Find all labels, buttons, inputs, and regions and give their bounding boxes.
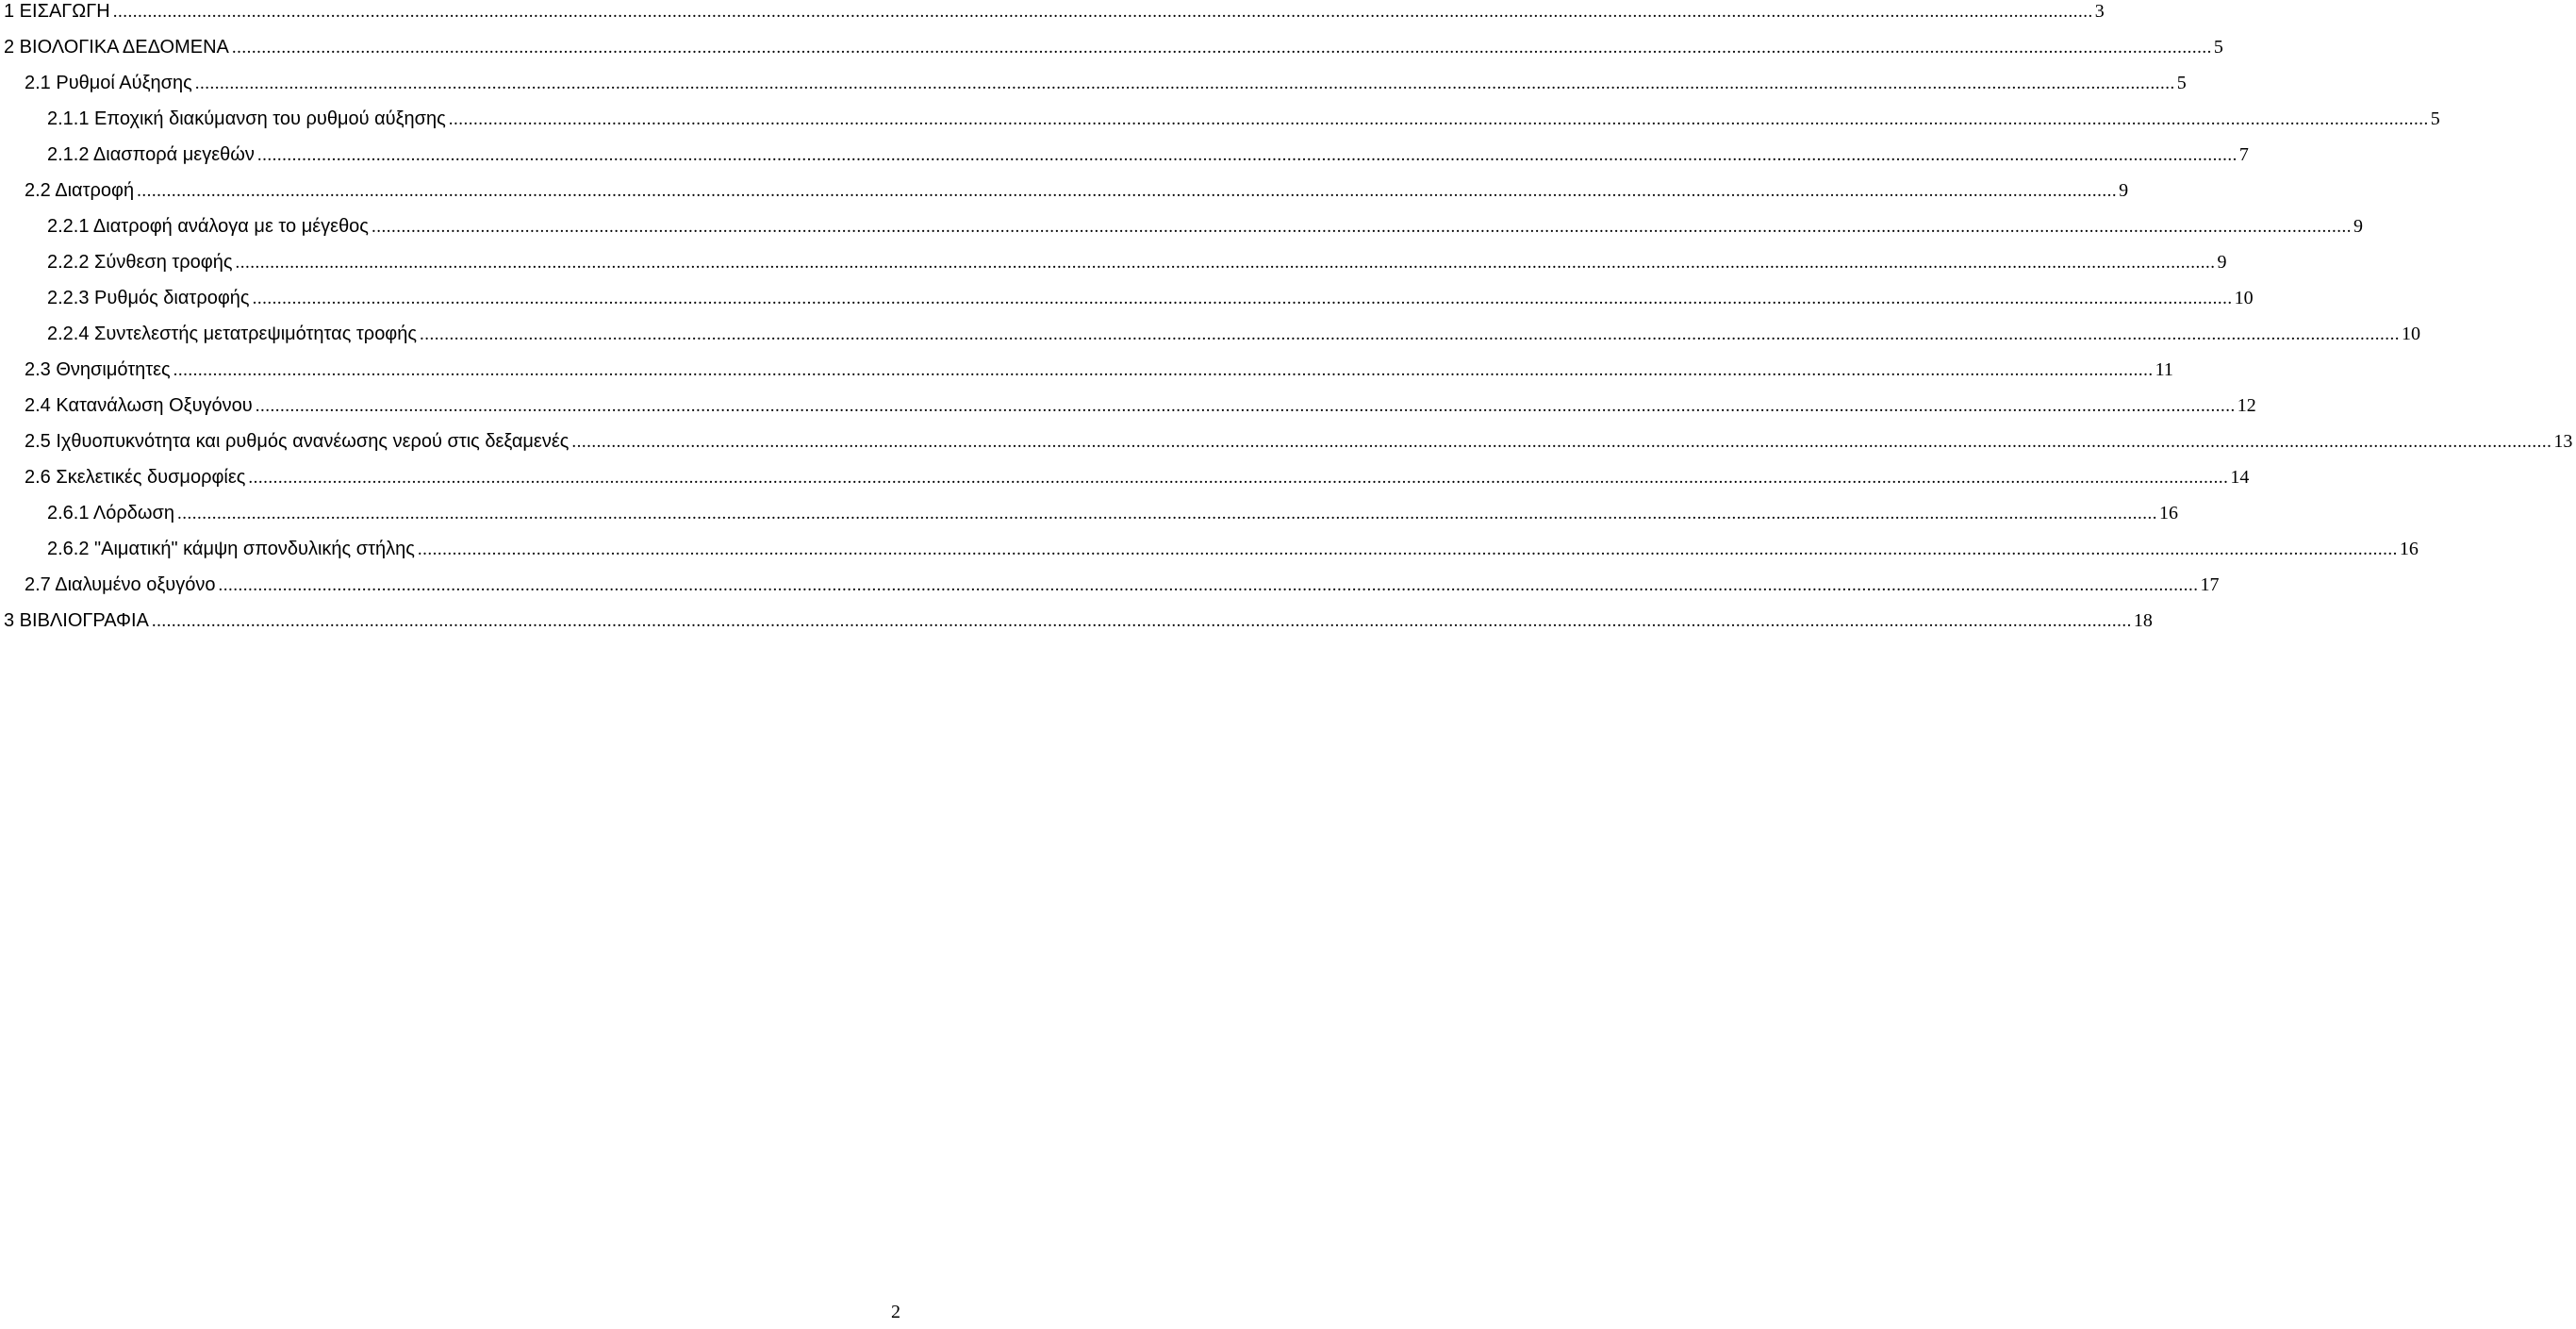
toc-dot-leader: ................................................................................................................................................................................................................................................................................................................................................................................................................ [218,575,2199,595]
toc-entry[interactable] [0,244,2227,280]
toc-entry[interactable] [0,352,2173,388]
toc-entry[interactable] [0,603,2153,639]
toc-entry-page: 3 [2094,1,2105,22]
toc-entry-title: 2.4 Κατανάλωση Οξυγόνου [25,395,253,416]
toc-entry-title: 2.2.1 Διατροφή ανάλογα με το μέγεθος [47,216,369,237]
toc-entry-page: 18 [2133,610,2153,631]
toc-entry[interactable] [0,280,2254,316]
toc-dot-leader: ................................................................................................................................................................................................................................................................................................................................................................................................................ [137,181,2118,201]
toc-entry-title: 2.1 Ρυθμοί Αύξησης [25,73,192,93]
toc-entry-title: 2.6.2 "Αιματική" κάμψη σπονδυλικής στήλης [47,539,415,559]
toc-dot-leader: ................................................................................................................................................................................................................................................................................................................................................................................................................ [235,253,2216,273]
toc-dot-leader: ................................................................................................................................................................................................................................................................................................................................................................................................................ [371,217,2352,237]
toc-entry-title: 2.2.3 Ρυθμός διατροφής [47,288,250,308]
toc-entry-title: 2.1.1 Εποχική διακύμανση του ρυθμού αύξησης [47,108,446,129]
toc-entry-page: 9 [2217,252,2227,273]
toc-entry-title: 2.6 Σκελετικές δυσμορφίες [25,467,246,488]
toc-dot-leader: ................................................................................................................................................................................................................................................................................................................................................................................................................ [177,504,2158,523]
toc-entry-page: 10 [2234,288,2254,308]
toc-dot-leader: ................................................................................................................................................................................................................................................................................................................................................................................................................ [256,145,2237,165]
toc-entry[interactable] [0,29,2223,65]
toc-entry-title: 2 ΒΙΟΛΟΓΙΚΑ ΔΕΔΟΜΕΝΑ [4,37,229,58]
toc-entry-title: 2.6.1 Λόρδωση [47,503,175,523]
toc-dot-leader: ................................................................................................................................................................................................................................................................................................................................................................................................................ [173,360,2154,380]
toc-dot-leader: ................................................................................................................................................................................................................................................................................................................................................................................................................ [417,540,2398,559]
toc-entry-title: 2.2 Διατροφή [25,180,135,201]
toc-entry-title: 3 ΒΙΒΛΙΟΓΡΑΦΙΑ [4,610,149,631]
toc-entry-page: 17 [2200,574,2220,595]
toc-entry[interactable] [0,459,2250,495]
toc-entry[interactable] [0,388,2256,424]
toc-entry-title: 2.2.4 Συντελεστής μετατρεψιμότητας τροφής [47,324,418,344]
toc-dot-leader: ................................................................................................................................................................................................................................................................................................................................................................................................................ [255,396,2236,416]
toc-dot-leader: ................................................................................................................................................................................................................................................................................................................................................................................................................ [448,109,2429,129]
toc-entry[interactable] [0,316,2421,352]
toc-entry-page: 5 [2430,108,2440,129]
toc-entry[interactable] [0,567,2220,603]
toc-entry-title: 2.5 Ιχθυοπυκνότητα και ρυθμός ανανέωσης νερού στις δεξαμενές [25,431,570,452]
toc-dot-leader: ................................................................................................................................................................................................................................................................................................................................................................................................................ [194,74,2175,93]
toc-entry-page: 12 [2237,395,2256,416]
toc-entry[interactable] [0,208,2363,244]
toc-entry[interactable] [0,101,2440,137]
toc-entry-page: 11 [2155,359,2173,380]
toc-dot-leader: ................................................................................................................................................................................................................................................................................................................................................................................................................ [231,38,2212,58]
toc-entry-title: 2.2.2 Σύνθεση τροφής [47,252,233,273]
toc-entry[interactable] [0,173,2129,208]
toc-entry[interactable] [0,424,2573,459]
toc-entry[interactable] [0,0,2105,29]
toc-entry-page: 9 [2353,216,2363,237]
toc-dot-leader: ................................................................................................................................................................................................................................................................................................................................................................................................................ [420,324,2401,344]
toc-entry-page: 7 [2238,144,2249,165]
toc-entry-title: 2.3 Θνησιμότητες [25,359,171,380]
toc-entry[interactable] [0,531,2419,567]
toc-entry-page: 5 [2213,37,2223,58]
toc-entry-page: 14 [2230,467,2250,488]
toc-dot-leader: ................................................................................................................................................................................................................................................................................................................................................................................................................ [252,289,2233,308]
toc-entry[interactable] [0,137,2249,173]
toc-entry-page: 5 [2176,73,2187,93]
toc-entry-page: 16 [2399,539,2419,559]
toc-entry-page: 13 [2553,431,2573,452]
toc-dot-leader: ................................................................................................................................................................................................................................................................................................................................................................................................................ [151,611,2132,631]
toc-entry[interactable] [0,495,2179,531]
page-number: 2 [891,1302,900,1322]
toc-dot-leader: ................................................................................................................................................................................................................................................................................................................................................................................................................ [112,2,2093,22]
toc-entry-title: 2.1.2 Διασπορά μεγεθών [47,144,255,165]
toc-entry-page: 10 [2402,324,2421,344]
toc-entry[interactable] [0,65,2187,101]
toc-dot-leader: ................................................................................................................................................................................................................................................................................................................................................................................................................ [571,432,2552,452]
toc-entry-title: 1 ΕΙΣΑΓΩΓΗ [4,1,110,22]
toc-entry-title: 2.7 Διαλυμένο οξυγόνο [25,574,216,595]
toc-entry-page: 16 [2159,503,2179,523]
toc-entry-page: 9 [2119,180,2129,201]
toc-dot-leader: ................................................................................................................................................................................................................................................................................................................................................................................................................ [248,468,2229,488]
